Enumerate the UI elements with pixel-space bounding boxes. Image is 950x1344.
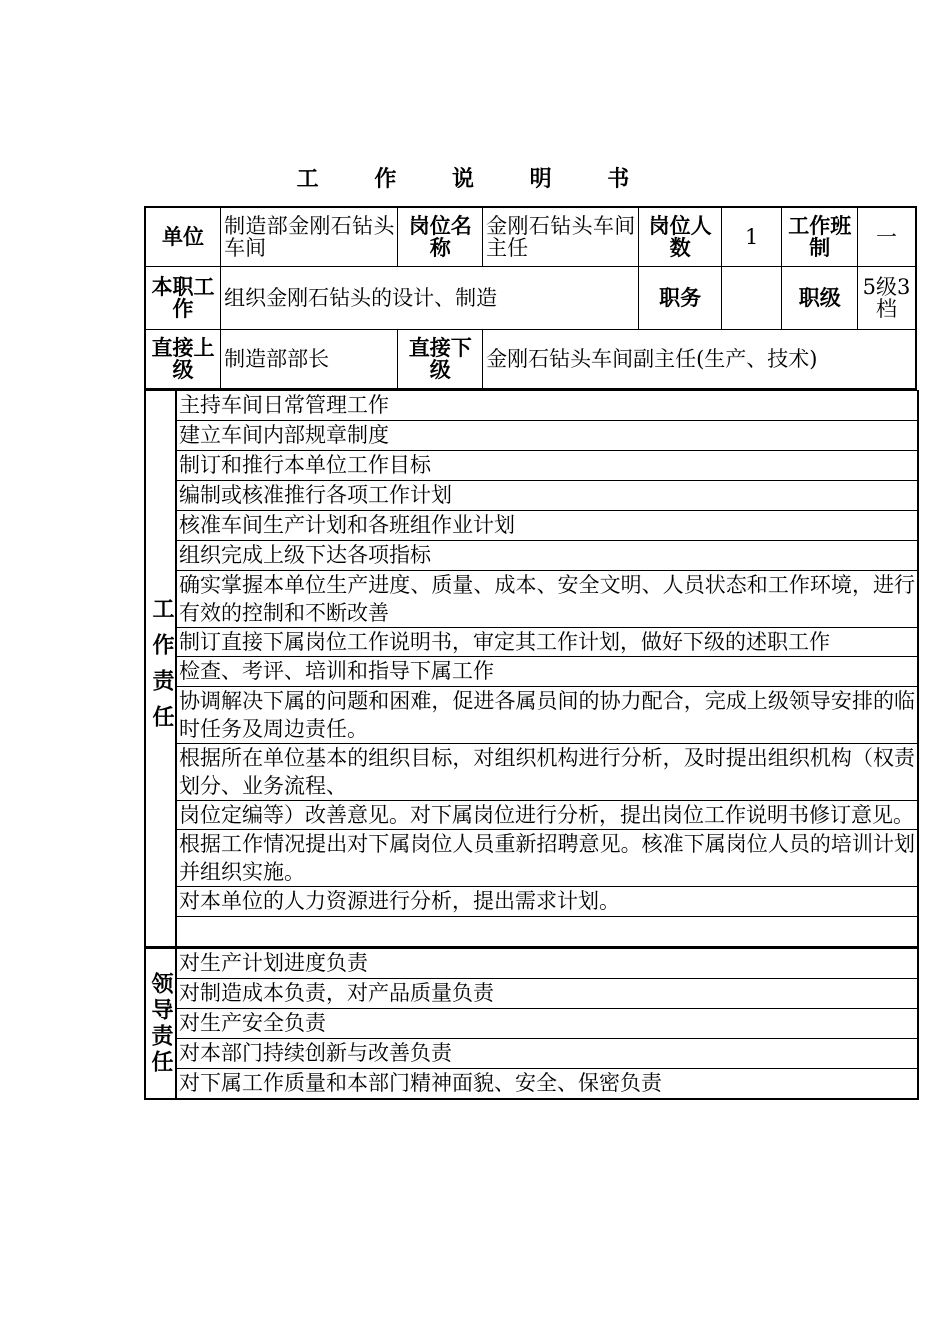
superior-label: 直接上级 — [145, 330, 221, 390]
work-item: 根据所在单位基本的组织目标，对组织机构进行分析，及时提出组织机构（权责划分、业务流程、 — [176, 744, 918, 801]
superior-value: 制造部部长 — [221, 330, 398, 390]
job-value: 组织金刚石钻头的设计、制造 — [221, 267, 639, 330]
work-item: 制订和推行本单位工作目标 — [176, 451, 918, 481]
work-item: 编制或核准推行各项工作计划 — [176, 481, 918, 511]
document-title: 工 作 说 明 书 — [296, 167, 654, 192]
headcount-value: 1 — [721, 207, 781, 267]
duty-value — [721, 267, 781, 330]
lead-section-label — [145, 949, 176, 1100]
post-name-label: 岗位名称 — [398, 207, 483, 267]
job-label: 本职工作 — [145, 267, 221, 330]
work-item: 制订直接下属岗位工作说明书，审定其工作计划，做好下级的述职工作 — [176, 628, 918, 657]
shift-value: 一 — [858, 207, 917, 267]
work-item-empty — [176, 917, 918, 948]
lead-item: 对生产安全负责 — [176, 1009, 918, 1039]
lead-item: 对下属工作质量和本部门精神面貌、安全、保密负责 — [176, 1069, 918, 1100]
work-item: 确实掌握本单位生产进度、质量、成本、安全文明、人员状态和工作环境，进行有效的控制和不断改善 — [176, 571, 918, 628]
work-item: 协调解决下属的问题和困难，促进各属员间的协力配合，完成上级领导安排的临时任务及周边责任。 — [176, 687, 918, 744]
lead-section-label-text: 领导责任 — [148, 971, 173, 1076]
work-section-label-text: 工作责任 — [149, 596, 174, 741]
work-item: 对本单位的人力资源进行分析，提出需求计划。 — [176, 887, 918, 917]
lead-item: 对本部门持续创新与改善负责 — [176, 1039, 918, 1069]
work-item: 根据工作情况提出对下属岗位人员重新招聘意见。核准下属岗位人员的培训计划并组织实施。 — [176, 830, 918, 887]
lead-item: 对制造成本负责，对产品质量负责 — [176, 979, 918, 1009]
work-responsibility-table — [144, 390, 919, 948]
job-description-form — [144, 206, 917, 1100]
duty-label: 职务 — [639, 267, 722, 330]
work-item: 组织完成上级下达各项指标 — [176, 541, 918, 571]
unit-value: 制造部金刚石钻头车间 — [221, 207, 398, 267]
work-item: 岗位定编等）改善意见。对下属岗位进行分析，提出岗位工作说明书修订意见。 — [176, 801, 918, 830]
shift-label: 工作班制 — [782, 207, 858, 267]
work-item: 核准车间生产计划和各班组作业计划 — [176, 511, 918, 541]
work-section-label — [145, 391, 176, 948]
work-item: 建立车间内部规章制度 — [176, 421, 918, 451]
headcount-label: 岗位人数 — [639, 207, 722, 267]
header-table — [144, 206, 917, 390]
lead-item: 对生产计划进度负责 — [176, 949, 918, 979]
post-name-value: 金刚石钻头车间主任 — [483, 207, 639, 267]
grade-value: 5级3档 — [858, 267, 917, 330]
work-item: 检查、考评、培训和指导下属工作 — [176, 657, 918, 687]
lead-responsibility-table — [144, 948, 919, 1100]
grade-label: 职级 — [782, 267, 858, 330]
subordinate-label: 直接下级 — [398, 330, 483, 390]
work-item: 主持车间日常管理工作 — [176, 391, 918, 421]
subordinate-value: 金刚石钻头车间副主任(生产、技术) — [483, 330, 916, 390]
unit-label: 单位 — [145, 207, 221, 267]
